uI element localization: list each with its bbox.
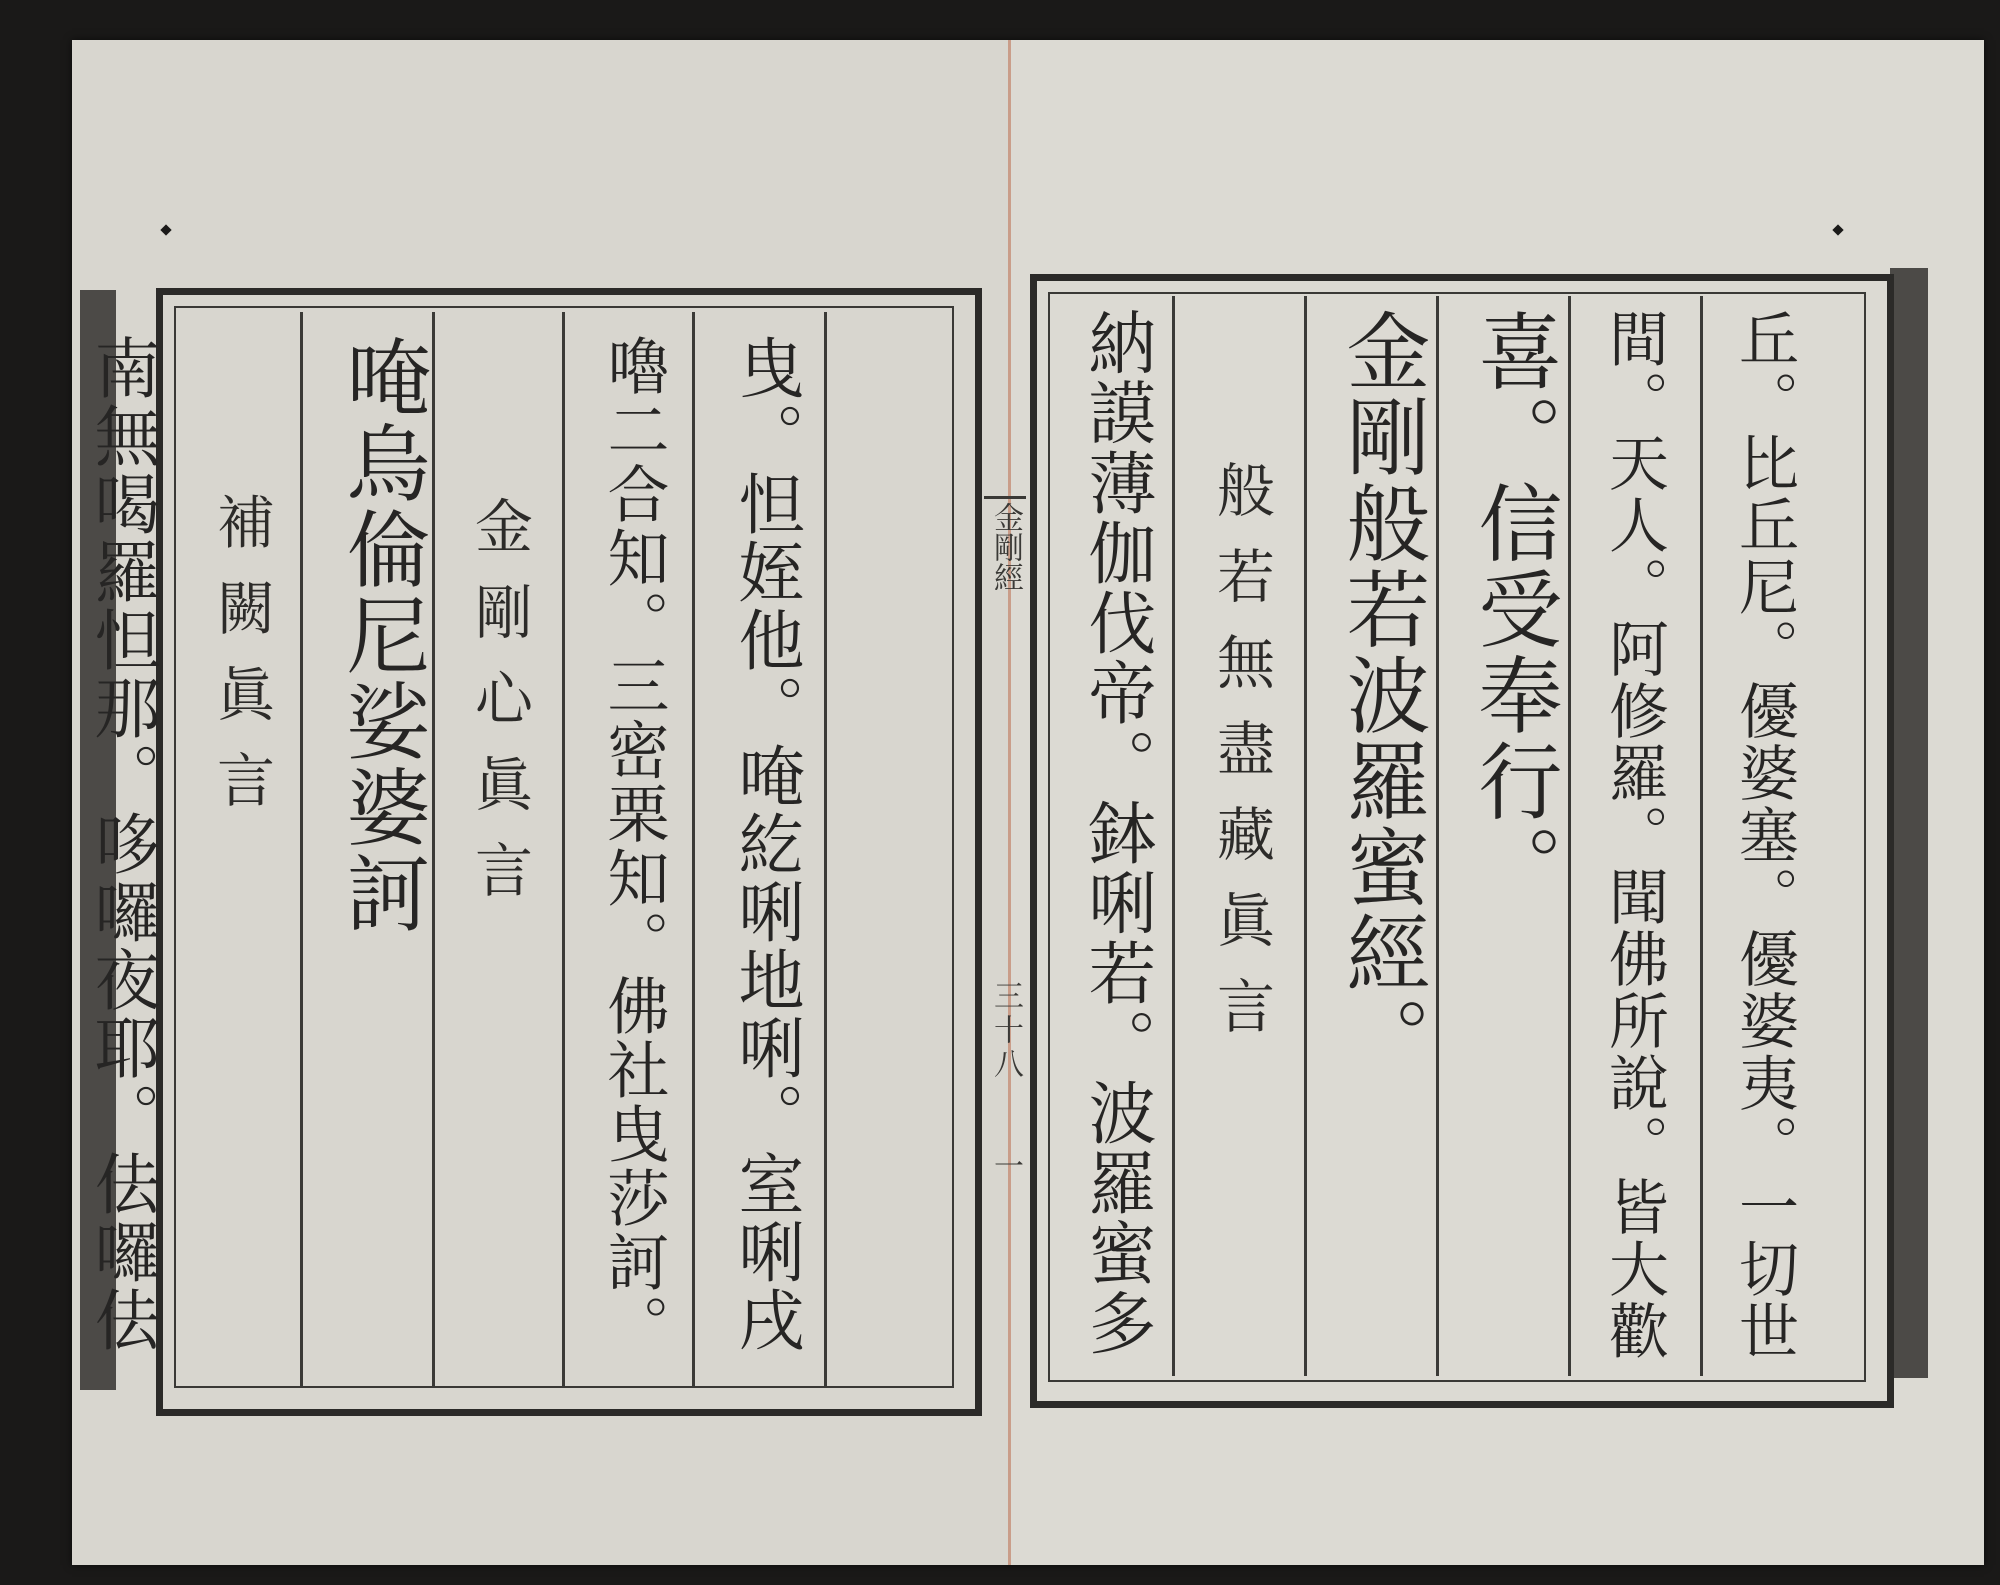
text-column: 南無喝羅怛那。哆囉夜耶。佉囉佉 xyxy=(83,334,160,1354)
center-label-rule xyxy=(984,496,1026,499)
column-rule xyxy=(432,312,435,1386)
column-rule xyxy=(300,312,303,1386)
column-rule xyxy=(1700,296,1703,1376)
center-fold xyxy=(1008,40,1011,1565)
column-rule xyxy=(562,312,565,1386)
text-column: 嚕二合知。三密栗知。佛社曳莎訶。 xyxy=(597,334,670,1358)
text-column: 喜。信受奉行。 xyxy=(1465,308,1563,910)
column-rule xyxy=(824,312,827,1386)
column-rule xyxy=(1304,296,1307,1376)
text-column-heading: 般若無盡藏眞言 xyxy=(1207,460,1275,1062)
book-spread xyxy=(72,40,1984,1565)
column-rule xyxy=(1436,296,1439,1376)
text-column: 間。天人。阿修羅。聞佛所說。皆大歡 xyxy=(1599,308,1669,1362)
folio-number: 三十八 xyxy=(988,980,1023,1082)
text-column: 納謨薄伽伐帝。鉢唎若。波羅蜜多 xyxy=(1077,308,1156,1358)
text-column: 丘。比丘尼。優婆塞。優婆夷。一切世 xyxy=(1729,308,1799,1362)
text-column-heading: 補闕眞言 xyxy=(207,492,275,836)
text-column: 金剛般若波羅蜜經。 xyxy=(1333,308,1431,1082)
column-rule xyxy=(1172,296,1175,1376)
right-edge-ink xyxy=(1890,268,1928,1378)
text-column-heading: 金剛心眞言 xyxy=(465,496,533,926)
center-title: 金剛經 xyxy=(988,502,1023,592)
column-rule xyxy=(692,312,695,1386)
folio-mark: 一 xyxy=(988,1150,1023,1184)
text-column: 曳。怛姪他。唵紇唎地唎。室唎戌 xyxy=(727,334,804,1354)
text-column: 唵烏倫尼娑婆訶 xyxy=(333,334,431,936)
column-rule xyxy=(1568,296,1571,1376)
